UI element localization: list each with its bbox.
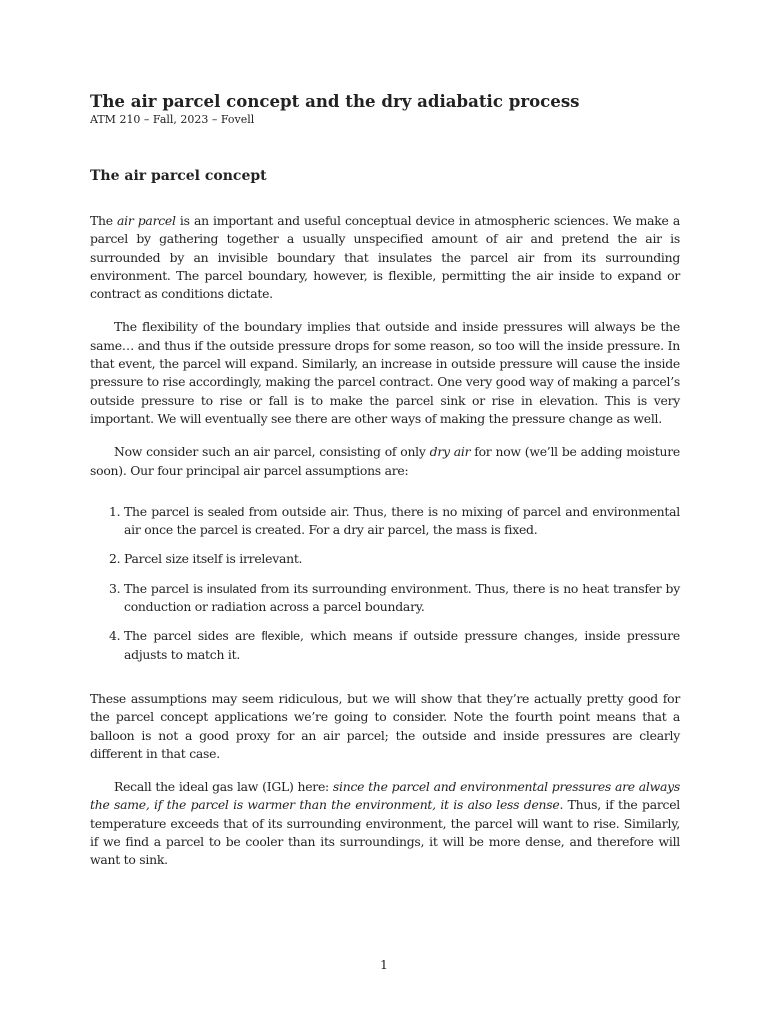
text-run: for now (we’ll be adding moisture soon). Our four principal air parcel assumptions are:: [90, 444, 680, 478]
text-run: , which means if outside pressure changes, inside pressure adjusts to match it.: [124, 628, 681, 662]
section-heading: The air parcel concept: [90, 168, 267, 184]
text-run: from its surrounding environment. Thus, there is no heat transfer by conduction or radiation across a parcel boundary.: [124, 580, 680, 615]
paragraph-1: [90, 212, 680, 303]
paragraph-3: [90, 443, 680, 480]
keyword-flexible: flexible: [261, 629, 301, 644]
keyword-sealed: sealed: [207, 504, 245, 519]
list-item: [124, 550, 680, 568]
term-dry-air: dry air: [429, 444, 471, 460]
text-run: is an important and useful conceptual device in atmospheric sciences. We make a parcel by gathering together a usually unspecified amount of air and pretend the air is surrounded by an invisible boundary that insulates the parcel air from its surrounding environment. The parcel boundary, however, is flexible, permitting the air inside to expand or contract as conditions dictate.: [90, 213, 680, 302]
text-run: . Thus, if the parcel temperature exceeds that of its surrounding environment, the parcel will want to rise. Similarly, if we find a parcel to be cooler than its surroundings, it will be more dense, and therefore will want to sink.: [90, 797, 680, 868]
term-air-parcel: air parcel: [117, 213, 176, 228]
paragraph-2: The flexibility of the boundary implies that outside and inside pressures will always be the same… and thus if the outside pressure drops for some reason, so too will the inside pressure. In that event, the parcel will expand. Similarly, an increase in outside pressure will cause the inside pressure to rise accordingly, making the parcel contract. One very good way of making a parcel’s outside pressure to rise or fall is to make the parcel sink or rise in elevation. This is very important. We will eventually see there are other ways of making the pressure change as well.: [90, 319, 680, 426]
italic-statement: since the parcel and environmental pressures are always the same, if the parcel is warmer than the environment, it is also less dense: [90, 779, 681, 813]
list-item: [124, 627, 680, 664]
text-run: The parcel is: [124, 580, 207, 596]
course-info: ATM 210 – Fall, 2023 – Fovell: [90, 113, 255, 126]
text-run: The parcel sides are: [124, 628, 262, 644]
document-title: The air parcel concept and the dry adiabatic process: [90, 91, 580, 111]
paragraph-5: [90, 778, 680, 869]
paragraph-4: These assumptions may seem ridiculous, but we will show that they’re actually pretty good for the parcel concept applications we’re going to consider. Note the fourth point means that a balloon is not a good proxy for an air parcel; the outside and inside pressures are clearly different in that case.: [90, 690, 680, 761]
text-run: Recall the ideal gas law (IGL) here:: [114, 779, 333, 795]
text-run: Parcel size itself is irrelevant.: [124, 551, 303, 567]
page-number: 1: [380, 957, 388, 972]
list-item: [124, 580, 680, 617]
list-item: [124, 503, 680, 540]
text-run: Now consider such an air parcel, consisting of only: [114, 444, 430, 460]
keyword-insulated: insulated: [206, 581, 257, 596]
assumptions-list: [90, 503, 680, 664]
text-run: The: [90, 213, 118, 228]
text-run: from outside air. Thus, there is no mixing of parcel and environmental air once the parcel is created. For a dry air parcel, the mass is fixed.: [124, 503, 680, 538]
text-run: The parcel is: [124, 503, 208, 519]
